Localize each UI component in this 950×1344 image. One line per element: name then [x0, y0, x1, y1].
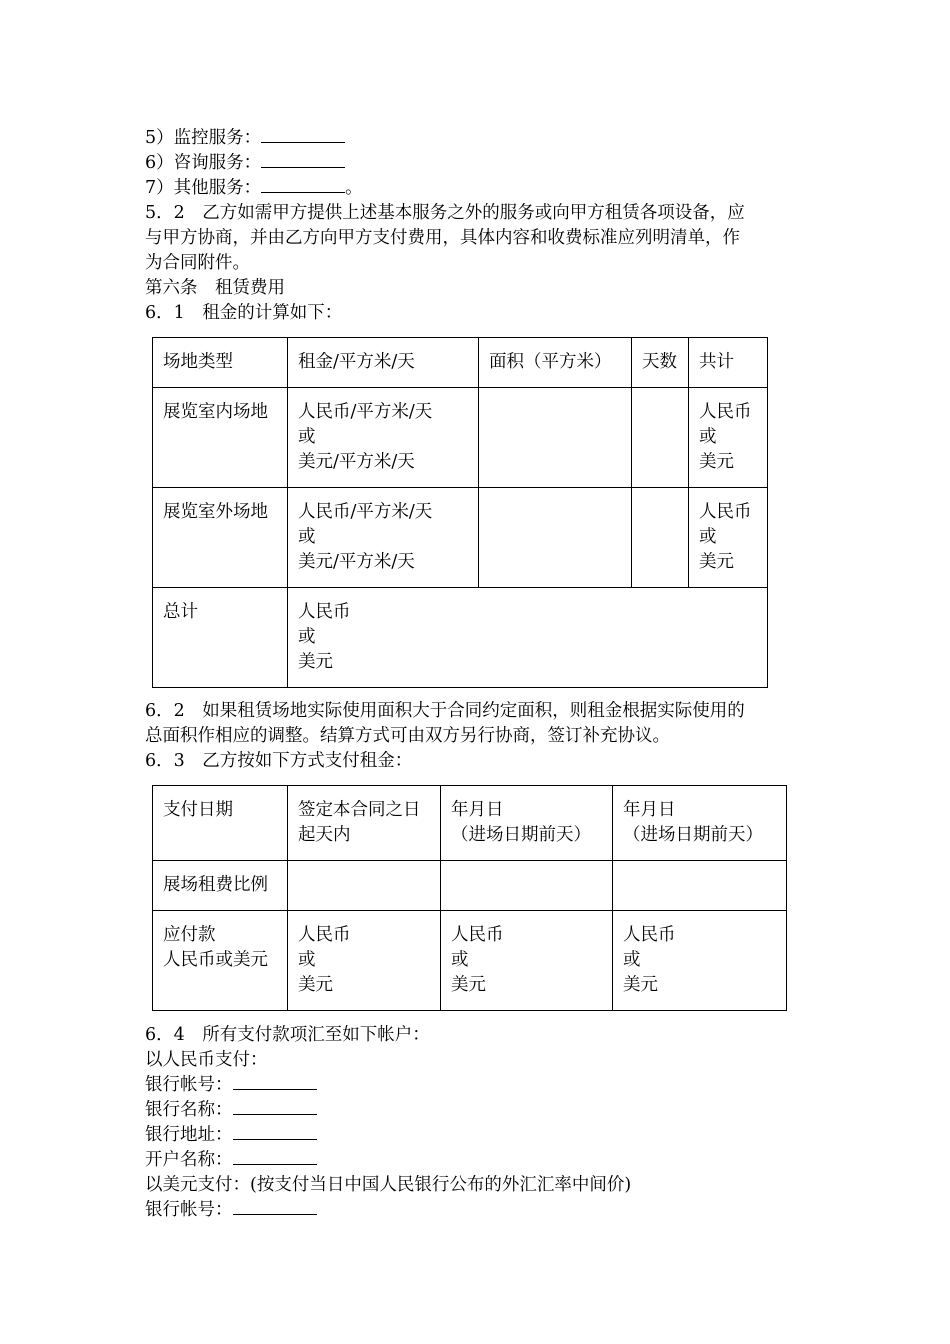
table-cell: 展览室外场地 [153, 488, 288, 588]
header-cell: 天数 [632, 338, 689, 388]
blank-line [233, 1148, 317, 1165]
table-row [153, 786, 787, 861]
table-row [153, 338, 768, 388]
blank-line [261, 176, 345, 193]
table-row [153, 588, 768, 688]
header-cell: 租金/平方米/天 [288, 338, 479, 388]
table-row [153, 861, 787, 911]
table-cell: 总计 [153, 588, 288, 688]
blank-line [233, 1073, 317, 1090]
table-cell [288, 861, 441, 911]
table-cell: 展览室内场地 [153, 388, 288, 488]
usd-bank-account: 银行帐号： [145, 1198, 317, 1223]
table-cell: 人民币/平方米/天 或 美元/平方米/天 [288, 488, 479, 588]
table-cell [632, 388, 689, 488]
header-cell: 年月日 （进场日期前天） [613, 786, 787, 861]
header-cell: 年月日 （进场日期前天） [441, 786, 613, 861]
table-cell: 人民币 或 美元 [288, 911, 441, 1011]
table-row [153, 488, 768, 588]
header-cell: 支付日期 [153, 786, 288, 861]
header-cell: 共计 [689, 338, 768, 388]
blank-line [261, 151, 345, 168]
service-line-consulting: 6）咨询服务： [145, 151, 345, 176]
header-cell: 面积（平方米） [479, 338, 632, 388]
rmb-account-name: 开户名称： [145, 1148, 317, 1173]
table-cell [441, 861, 613, 911]
service-line-monitoring: 5）监控服务： [145, 126, 345, 151]
table-cell: 人民币 或 美元 [441, 911, 613, 1011]
table-cell [613, 861, 787, 911]
blank-line [261, 126, 345, 143]
header-cell: 场地类型 [153, 338, 288, 388]
payment-table [152, 785, 787, 1011]
para-6-2-line-1: 6．2 如果租赁场地实际使用面积大于合同约定面积，则租金根据实际使用的 [145, 701, 745, 721]
table-cell: 人民币/平方米/天 或 美元/平方米/天 [288, 388, 479, 488]
clause-6-3: 6．3 乙方按如下方式支付租金： [145, 751, 413, 771]
rmb-title: 以人民币支付： [145, 1050, 268, 1070]
header-cell: 签定本合同之日 起天内 [288, 786, 441, 861]
para-5-2-line-2: 与甲方协商，并由乙方向甲方支付费用，具体内容和收费标准应列明清单，作 [145, 228, 740, 248]
para-6-2-line-2: 总面积作相应的调整。结算方式可由双方另行协商，签订补充协议。 [145, 726, 670, 746]
table-row [153, 911, 787, 1011]
table-cell [479, 488, 632, 588]
rent-table [152, 337, 768, 688]
para-5-2-line-1: 5．2 乙方如需甲方提供上述基本服务之外的服务或向甲方租赁各项设备，应 [145, 203, 745, 223]
clause-6-1: 6．1 租金的计算如下： [145, 303, 343, 323]
rmb-bank-address: 银行地址： [145, 1123, 317, 1148]
table-cell: 人民币 或 美元 [613, 911, 787, 1011]
usd-title: 以美元支付：(按支付当日中国人民银行公布的外汇汇率中间价) [145, 1175, 632, 1195]
blank-line [233, 1198, 317, 1215]
blank-line [233, 1123, 317, 1140]
table-cell: 展场租费比例 [153, 861, 288, 911]
para-5-2-line-3: 为合同附件。 [145, 253, 250, 273]
article-6-title: 第六条 租赁费用 [145, 278, 285, 298]
table-cell [632, 488, 689, 588]
table-row [153, 388, 768, 488]
table-cell: 人民币 或 美元 [689, 388, 768, 488]
table-cell: 应付款 人民币或美元 [153, 911, 288, 1011]
table-cell: 人民币 或 美元 [689, 488, 768, 588]
service-line-other: 7）其他服务： 。 [145, 178, 363, 198]
rmb-bank-account: 银行帐号： [145, 1073, 317, 1098]
rmb-bank-name: 银行名称： [145, 1098, 317, 1123]
blank-line [233, 1098, 317, 1115]
table-cell: 人民币 或 美元 [288, 588, 768, 688]
clause-6-4: 6．4 所有支付款项汇至如下帐户： [145, 1025, 430, 1045]
table-cell [479, 388, 632, 488]
